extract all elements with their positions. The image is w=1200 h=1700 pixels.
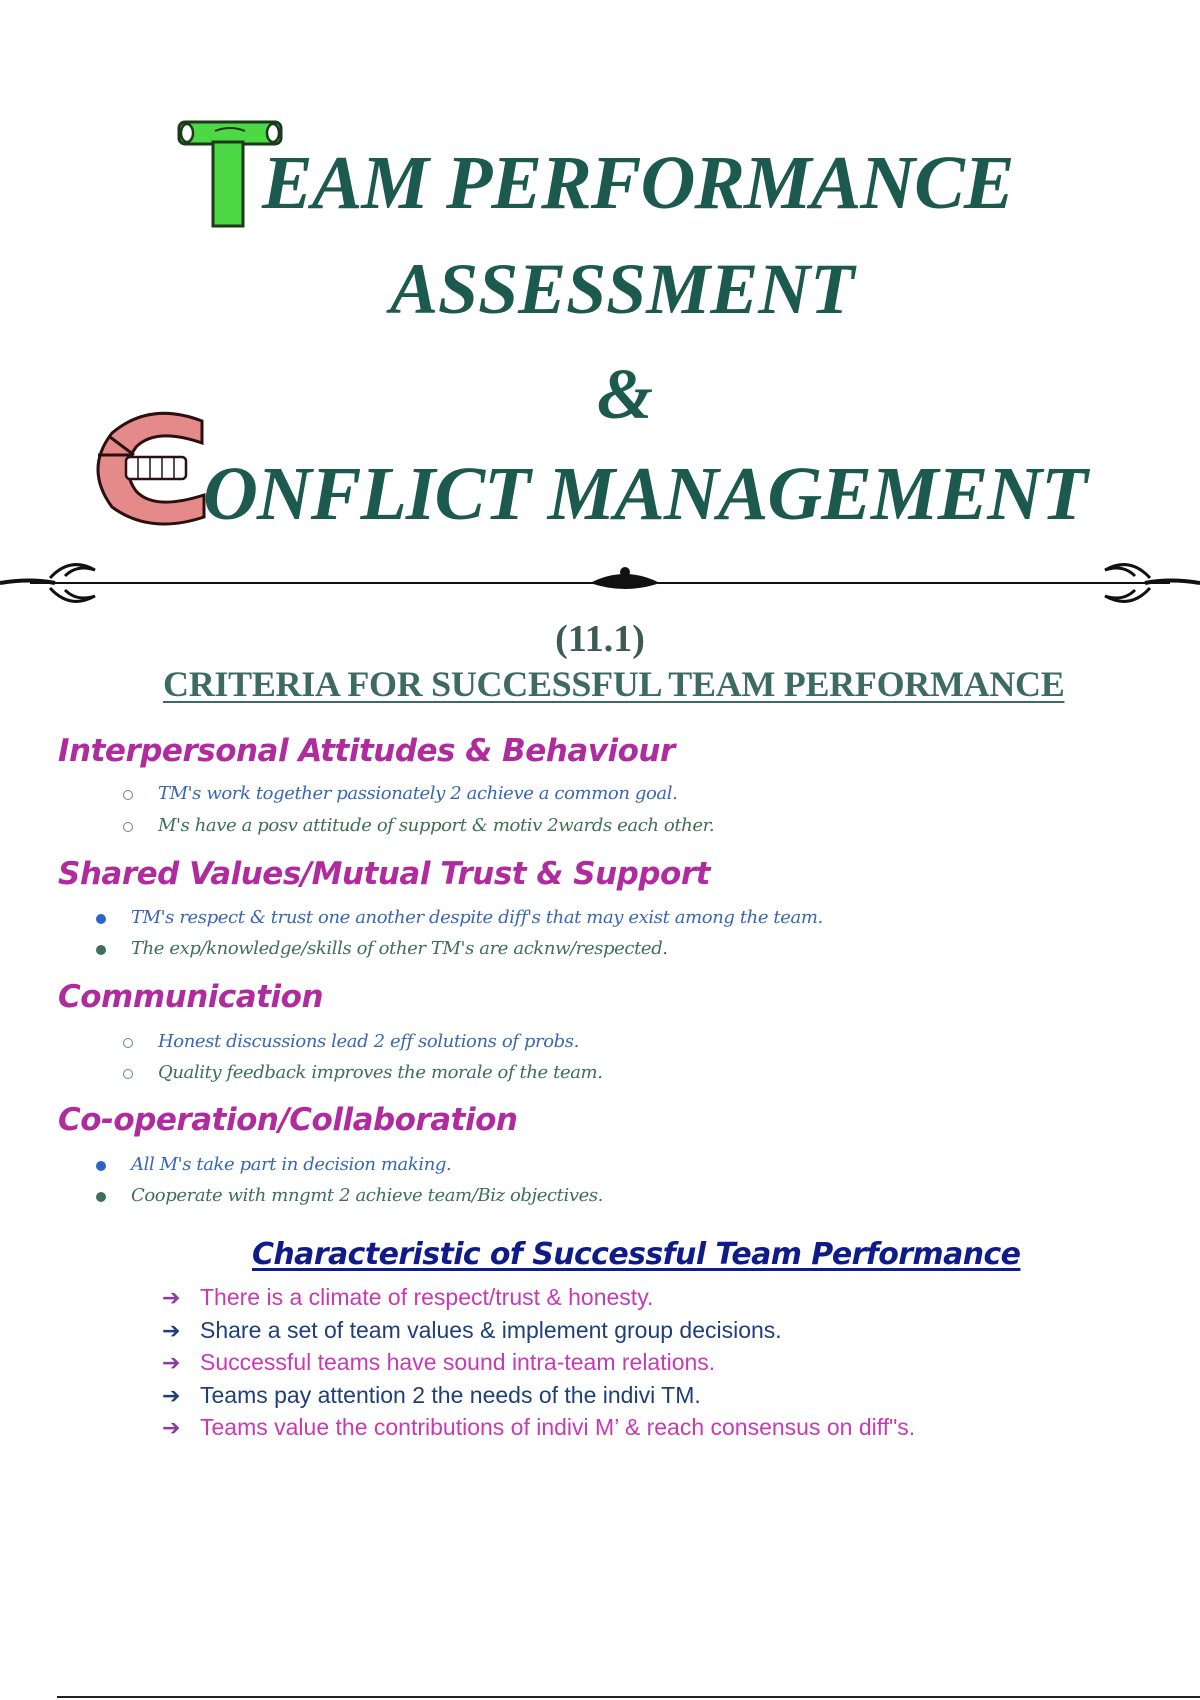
arrow-right-icon: ➔ [162,1383,181,1408]
list-item: M's have a posv attitude of support & motiv 2wards each other. [158,815,715,836]
characteristics-title: Characteristic of Successful Team Performance [252,1237,1021,1272]
criteria-heading: Shared Values/Mutual Trust & Support [58,856,710,892]
list-item: TM's work together passionately 2 achieve a common goal. [158,783,678,804]
title-line-3: & [597,354,654,434]
letter-c-icon [90,407,210,532]
footer-rule [57,1696,1200,1698]
hollow-bullet-icon [123,1038,133,1048]
list-item: Cooperate with mngmt 2 achieve team/Biz objectives. [131,1185,603,1206]
ornamental-divider [0,548,1200,618]
filled-bullet-icon [96,914,106,924]
characteristic-item: ➔ There is a climate of respect/trust & honesty. [162,1284,654,1310]
section-title: CRITERIA FOR SUCCESSFUL TEAM PERFORMANCE [163,664,1065,704]
characteristic-item: ➔ Share a set of team values & implement group decisions. [162,1317,782,1343]
title-line-1: EAM PERFORMANCE [262,141,1014,225]
list-item: Honest discussions lead 2 eff solutions of probs. [158,1031,579,1052]
criteria-heading: Co-operation/Collaboration [58,1102,518,1138]
filled-bullet-icon [96,1192,106,1202]
list-item: All M's take part in decision making. [131,1154,452,1175]
title-line-2: ASSESSMENT [390,249,855,329]
filled-bullet-icon [96,945,106,955]
list-item: TM's respect & trust one another despite diff's that may exist among the team. [131,907,823,928]
arrow-right-icon: ➔ [162,1285,181,1310]
characteristic-item: ➔ Teams value the contributions of indivi M’ & reach consensus on diff"s. [162,1414,916,1440]
arrow-right-icon: ➔ [162,1415,181,1440]
arrow-right-icon: ➔ [162,1350,181,1375]
list-item: The exp/knowledge/skills of other TM's are acknw/respected. [131,938,668,959]
criteria-heading: Communication [58,979,324,1015]
characteristic-item: ➔ Teams pay attention 2 the needs of the indivi TM. [162,1382,701,1408]
characteristic-item: ➔ Successful teams have sound intra-team relations. [162,1349,716,1375]
section-number: (11.1) [555,618,645,660]
list-item: Quality feedback improves the morale of the team. [158,1062,603,1083]
hollow-bullet-icon [123,790,133,800]
criteria-heading: Interpersonal Attitudes & Behaviour [58,733,675,769]
hollow-bullet-icon [123,822,133,832]
arrow-right-icon: ➔ [162,1318,181,1343]
filled-bullet-icon [96,1161,106,1171]
title-line-4: ONFLICT MANAGEMENT [203,452,1087,536]
hollow-bullet-icon [123,1069,133,1079]
